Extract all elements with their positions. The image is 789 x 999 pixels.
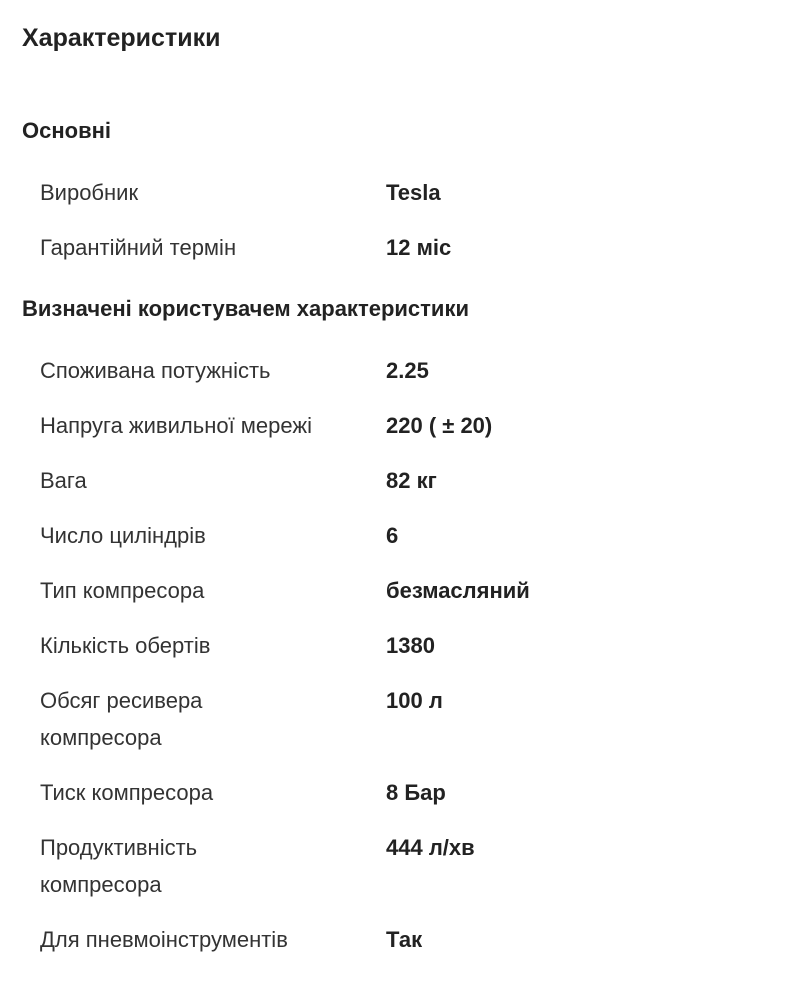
- section-title-user-defined: Визначені користувачем характеристики: [22, 296, 469, 321]
- section-title-main: Основні: [22, 118, 111, 143]
- spec-value: безмасляний: [386, 578, 530, 603]
- spec-label: Виробник: [40, 180, 139, 205]
- spec-label: Споживана потужність: [40, 358, 271, 383]
- spec-value: 100 л: [386, 688, 443, 713]
- spec-label: Тиск компресора: [40, 780, 214, 805]
- spec-value: 6: [386, 523, 399, 548]
- spec-label: Напруга живильної мережі: [40, 413, 312, 438]
- spec-value: 8 Бар: [386, 780, 446, 805]
- spec-label: Обсяг ресивера компресора: [40, 688, 203, 750]
- page-title: Характеристики: [22, 24, 221, 52]
- spec-value: 2.25: [386, 358, 429, 383]
- spec-label: Вага: [40, 468, 87, 493]
- spec-value: 12 міс: [386, 235, 452, 260]
- spec-value: Так: [386, 927, 423, 952]
- spec-value: 444 л/хв: [386, 835, 475, 860]
- spec-label: Кількість обертів: [40, 633, 211, 658]
- spec-value: 1380: [386, 633, 435, 658]
- spec-label: Гарантійний термін: [40, 235, 237, 260]
- spec-label: Число циліндрів: [40, 523, 206, 548]
- spec-label: Тип компресора: [40, 578, 205, 603]
- spec-value: Tesla: [386, 180, 441, 205]
- spec-value: 82 кг: [386, 468, 437, 493]
- spec-label: Для пневмоінструментів: [40, 927, 288, 952]
- spec-label: Продуктивність компресора: [40, 835, 198, 897]
- spec-value: 220 ( ± 20): [386, 413, 493, 438]
